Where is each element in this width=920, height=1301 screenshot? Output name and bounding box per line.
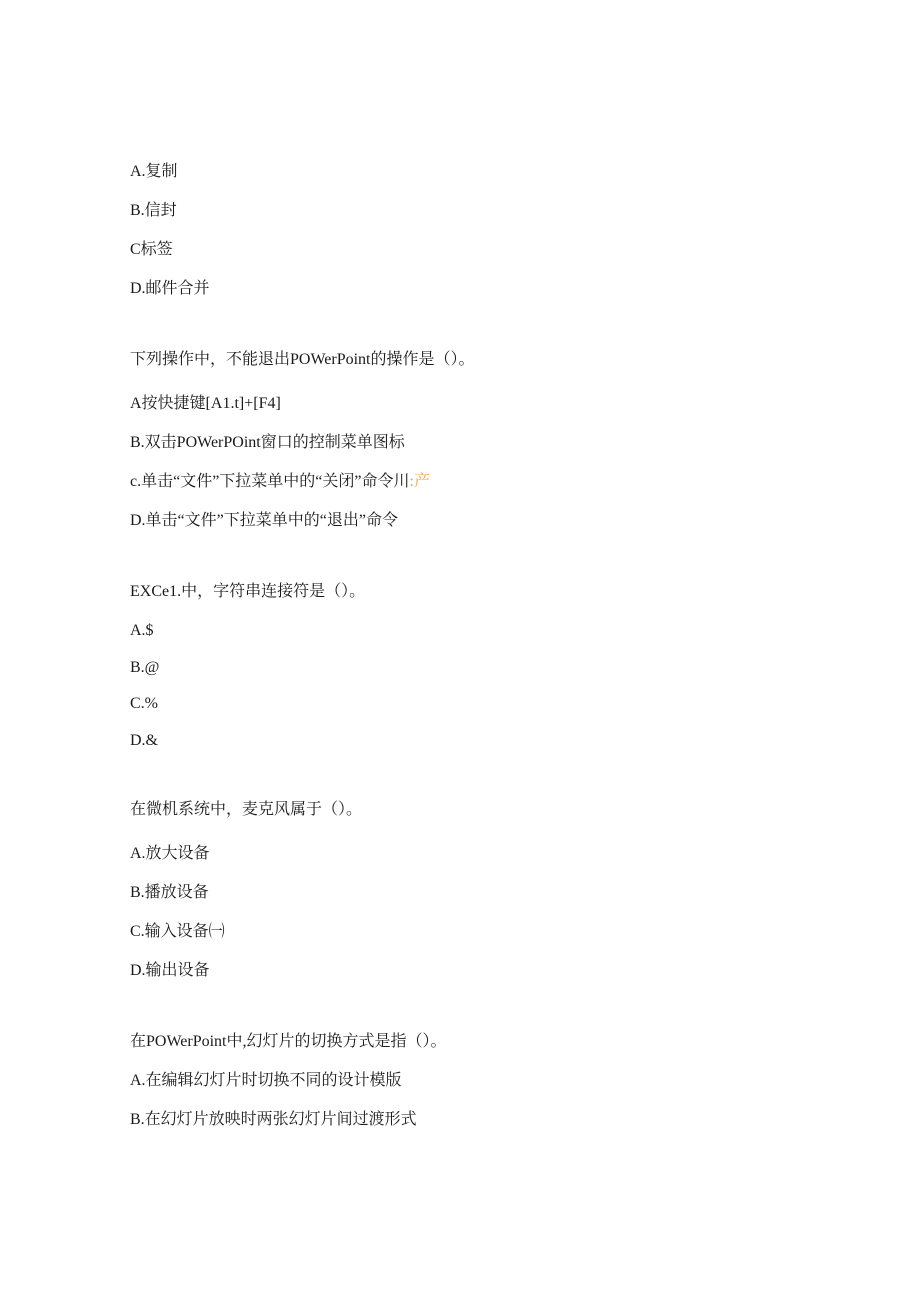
option-b: B.播放设备 <box>130 884 209 901</box>
option-a: A.复制 <box>130 163 178 180</box>
question-text: 下列操作中，不能退出POWerPoint的操作是（）。 <box>130 351 475 368</box>
option-b: B.双击POWerPOint窗口的控制菜单图标 <box>130 434 405 451</box>
option-b: B.在幻灯片放映时两张幻灯片间过渡形式 <box>130 1111 417 1128</box>
option-d: D.输出设备 <box>130 962 210 979</box>
option-c-text: c.单击“文件”下拉菜单中的“关闭”命令川 <box>130 473 410 490</box>
stray-mark: :产 <box>409 473 430 490</box>
option-a: A.$ <box>130 622 154 639</box>
option-a: A.在编辑幻灯片时切换不同的设计模版 <box>130 1072 402 1089</box>
option-d: D.& <box>130 732 158 749</box>
option-c: C.% <box>130 695 158 712</box>
option-c: C标签 <box>130 241 173 258</box>
option-b: B.@ <box>130 659 160 676</box>
question-text: EXCe1.中，字符串连接符是（）。 <box>130 583 366 600</box>
option-a: A.放大设备 <box>130 845 210 862</box>
question-text: 在微机系统中，麦克风属于（）。 <box>130 801 363 818</box>
question-text: 在POWerPoint中,幻灯片的切换方式是指（）。 <box>130 1033 447 1050</box>
option-b: B.信封 <box>130 202 177 219</box>
option-d: D.邮件合并 <box>130 280 210 297</box>
option-a: A按快捷键[A1.t]+[F4] <box>130 395 281 412</box>
option-d: D.单击“文件”下拉菜单中的“退出”命令 <box>130 512 398 529</box>
option-c: C.输入设备㈠ <box>130 923 225 940</box>
option-c <box>130 472 430 492</box>
